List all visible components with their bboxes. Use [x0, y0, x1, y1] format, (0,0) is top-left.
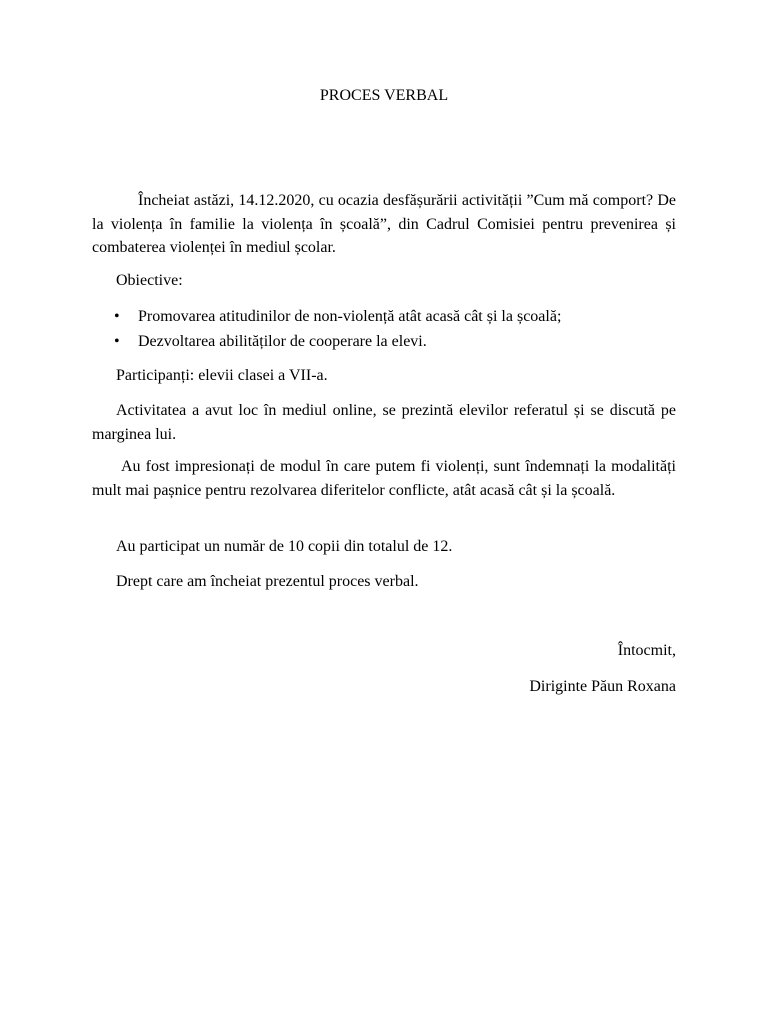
count-paragraph: Au participat un număr de 10 copii din totalul de 12.: [116, 538, 453, 555]
objectives-list: [92, 304, 676, 354]
impression-paragraph: Au fost impresionați de modul în care putem fi violenți, sunt îndemnați la modalități mult mai pașnice pentru rezolvarea diferitelor conflicte, atât acasă cât și la școală.: [92, 458, 676, 499]
objectives-label: Obiective:: [116, 272, 183, 289]
closing-paragraph: Drept care am încheiat prezentul proces verbal.: [116, 573, 419, 590]
intro-paragraph: Încheiat astăzi, 14.12.2020, cu ocazia desfășurării activității ”Cum mă comport? De la violența în familie la violența în școală”, din Cadrul Comisiei pentru prevenirea și combaterea violenței în mediul școlar.: [92, 192, 676, 256]
document-title: PROCES VERBAL: [319, 87, 449, 104]
bullet-icon: •: [114, 333, 120, 350]
participants-paragraph: Participanți: elevii clasei a VII-a.: [116, 367, 328, 384]
signature-name: Diriginte Păun Roxana: [529, 678, 676, 695]
signature-label: Întocmit,: [617, 642, 676, 659]
objective-item: [92, 329, 676, 354]
objective-text: Dezvoltarea abilităților de cooperare la elevi.: [138, 333, 427, 350]
activity-paragraph: Activitatea a avut loc în mediul online, se prezintă elevilor referatul și se discută pe marginea lui.: [92, 402, 676, 443]
objective-text: Promovarea atitudinilor de non-violență atât acasă cât și la școală;: [138, 308, 562, 325]
objective-item: [92, 304, 676, 329]
bullet-icon: •: [114, 308, 120, 325]
